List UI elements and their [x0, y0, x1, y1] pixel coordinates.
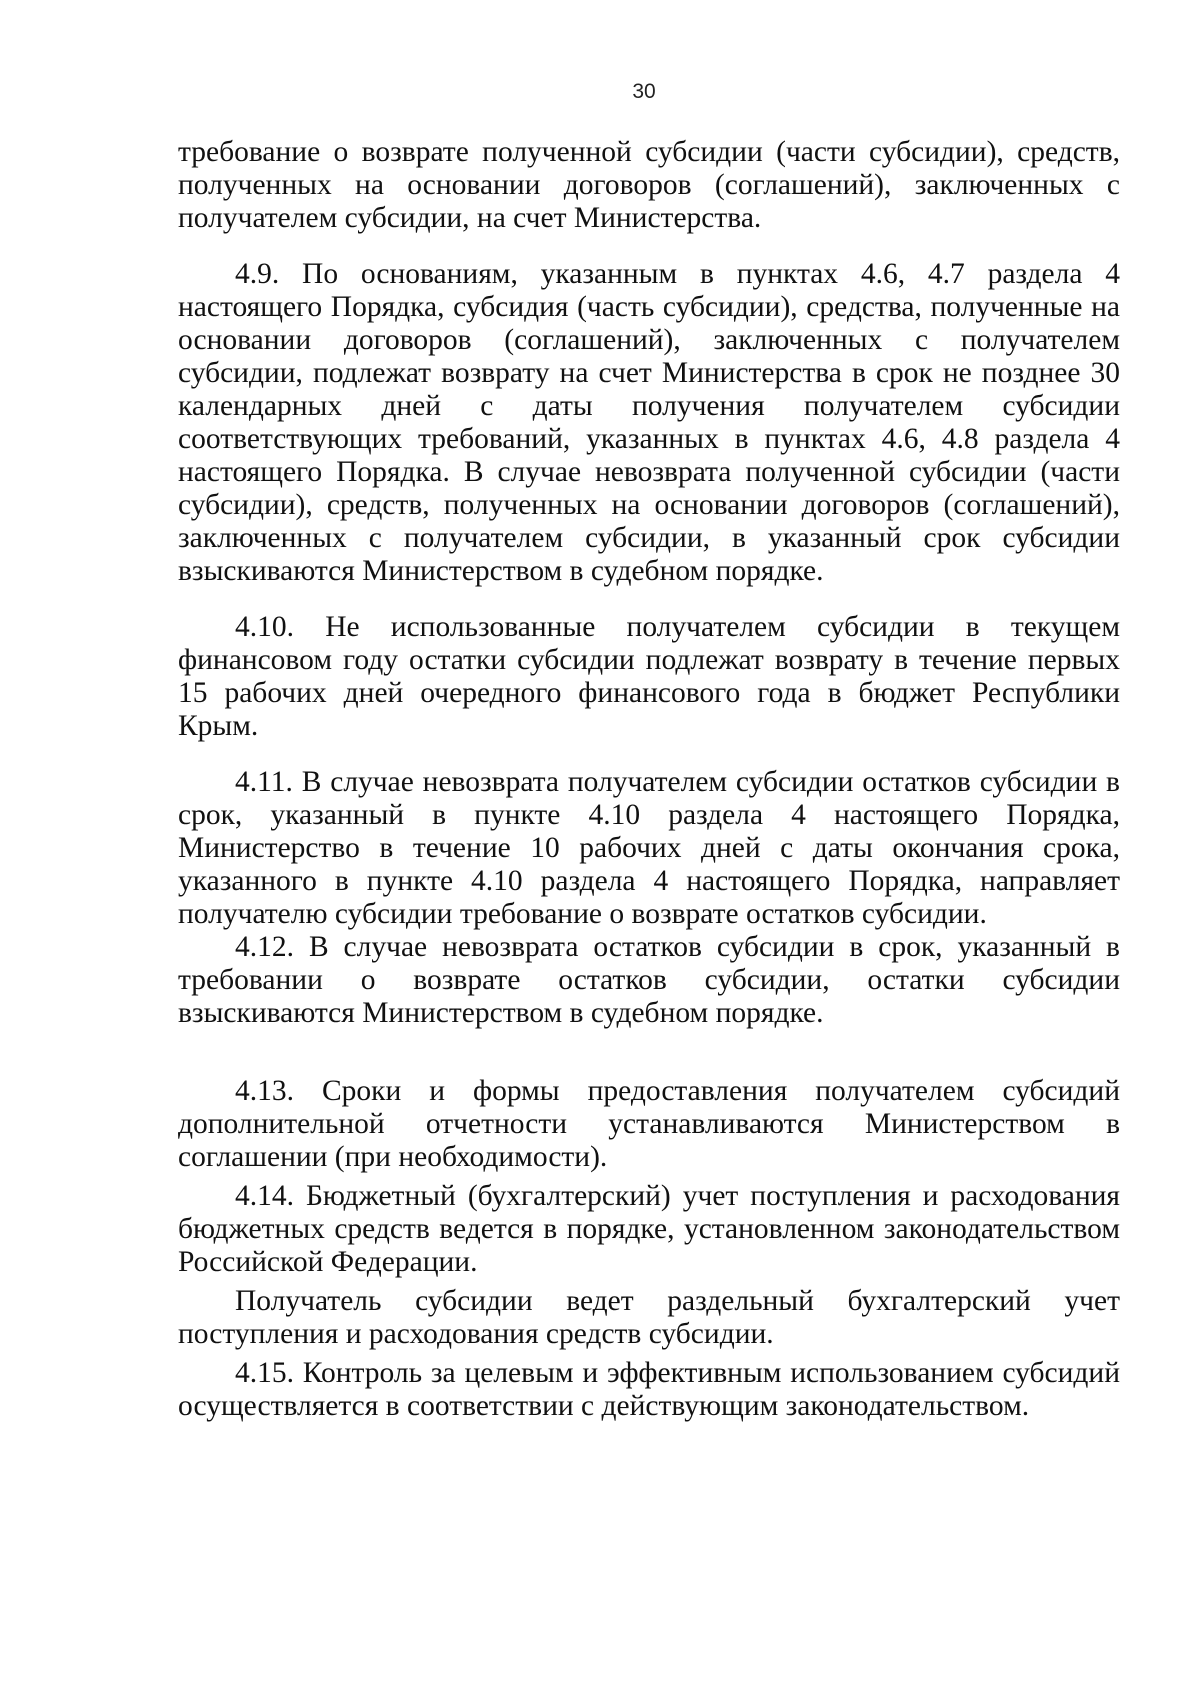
paragraph-4-12: 4.12. В случае невозврата остатков субсидии в срок, указанный в требовании о возврате остатков субсидии, остатки субсидии взыскиваются Министерством в судебном порядке.: [178, 931, 1120, 1029]
paragraph-4-14: 4.14. Бюджетный (бухгалтерский) учет поступления и расходования бюджетных средств ведется в порядке, установленном законодательством Российской Федерации.: [178, 1180, 1120, 1278]
paragraph-continuation: требование о возврате полученной субсидии (части субсидии), средств, полученных на основании договоров (соглашений), заключенных с получателем субсидии, на счет Министерства.: [178, 136, 1120, 234]
paragraph-4-11: 4.11. В случае невозврата получателем субсидии остатков субсидии в срок, указанный в пункте 4.10 раздела 4 настоящего Порядка, Министерство в течение 10 рабочих дней с даты окончания срока, указанного в пункте 4.10 раздела 4 настоящего Порядка, направляет получателю субсидии требование о возврате остатков субсидии.: [178, 766, 1120, 930]
paragraph-4-10: 4.10. Не использованные получателем субсидии в текущем финансовом году остатки субсидии подлежат возврату в течение первых 15 рабочих дней очередного финансового года в бюджет Республики Крым.: [178, 611, 1120, 742]
paragraph-4-13: 4.13. Сроки и формы предоставления получателем субсидий дополнительной отчетности устанавливаются Министерством в соглашении (при необходимости).: [178, 1075, 1120, 1173]
paragraph-4-9: 4.9. По основаниям, указанным в пунктах 4.6, 4.7 раздела 4 настоящего Порядка, субсидия (часть субсидии), средства, полученные на основании договоров (соглашений), заключенных с получателем субсидии, подлежат возврату на счет Министерства в срок не позднее 30 календарных дней с даты получения получателем субсидии соответствующих требований, указанных в пунктах 4.6, 4.8 раздела 4 настоящего Порядка. В случае невозврата полученной субсидии (части субсидии), средств, полученных на основании договоров (соглашений), заключенных с получателем субсидии, в указанный срок субсидии взыскиваются Министерством в судебном порядке.: [178, 258, 1120, 587]
paragraph-4-15: 4.15. Контроль за целевым и эффективным использованием субсидий осуществляется в соответствии с действующим законодательством.: [178, 1357, 1120, 1422]
document-body: [178, 136, 1120, 1423]
page-number: 30: [632, 80, 656, 103]
paragraph-accounting: Получатель субсидии ведет раздельный бухгалтерский учет поступления и расходования средств субсидии.: [178, 1285, 1120, 1350]
